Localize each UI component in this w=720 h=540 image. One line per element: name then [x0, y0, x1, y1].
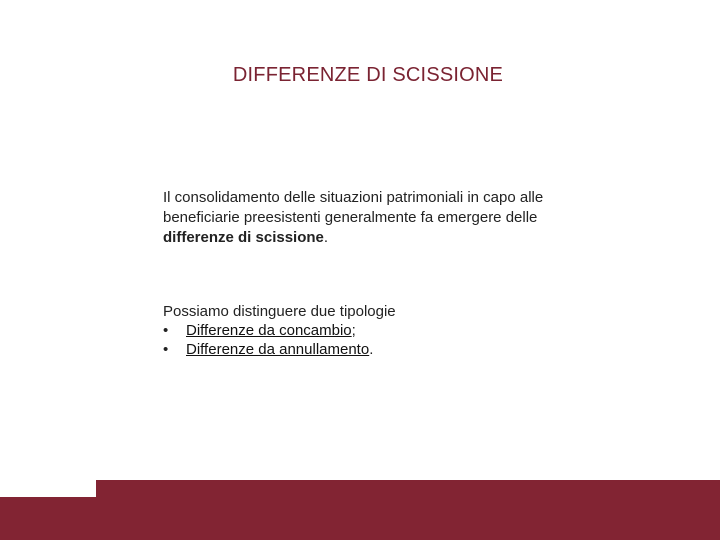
paragraph-text: Il consolidamento delle situazioni patrimoniali in capo alle beneficiarie preesistenti generalmente fa emergere delle	[163, 189, 544, 226]
footer-band	[96, 480, 720, 540]
bullet-list	[163, 321, 373, 359]
footer-band-left	[0, 497, 96, 540]
bullet-icon: •	[163, 341, 169, 358]
list-item	[163, 340, 373, 359]
intro-text: Possiamo distinguere due tipologie	[163, 303, 396, 320]
differenze-concambio-link[interactable]: Differenze da concambio	[186, 322, 352, 339]
bullet-suffix: .	[369, 341, 374, 358]
bullet-icon: •	[163, 322, 169, 339]
bullet-suffix: ;	[351, 322, 356, 339]
slide-title: DIFFERENZE DI SCISSIONE	[232, 64, 504, 86]
paragraph-end: .	[323, 229, 329, 246]
paragraph-bold-term: differenze di scissione	[163, 229, 324, 246]
body-paragraph	[163, 188, 583, 248]
differenze-annullamento-link[interactable]: Differenze da annullamento	[186, 341, 370, 358]
list-item	[163, 321, 373, 340]
